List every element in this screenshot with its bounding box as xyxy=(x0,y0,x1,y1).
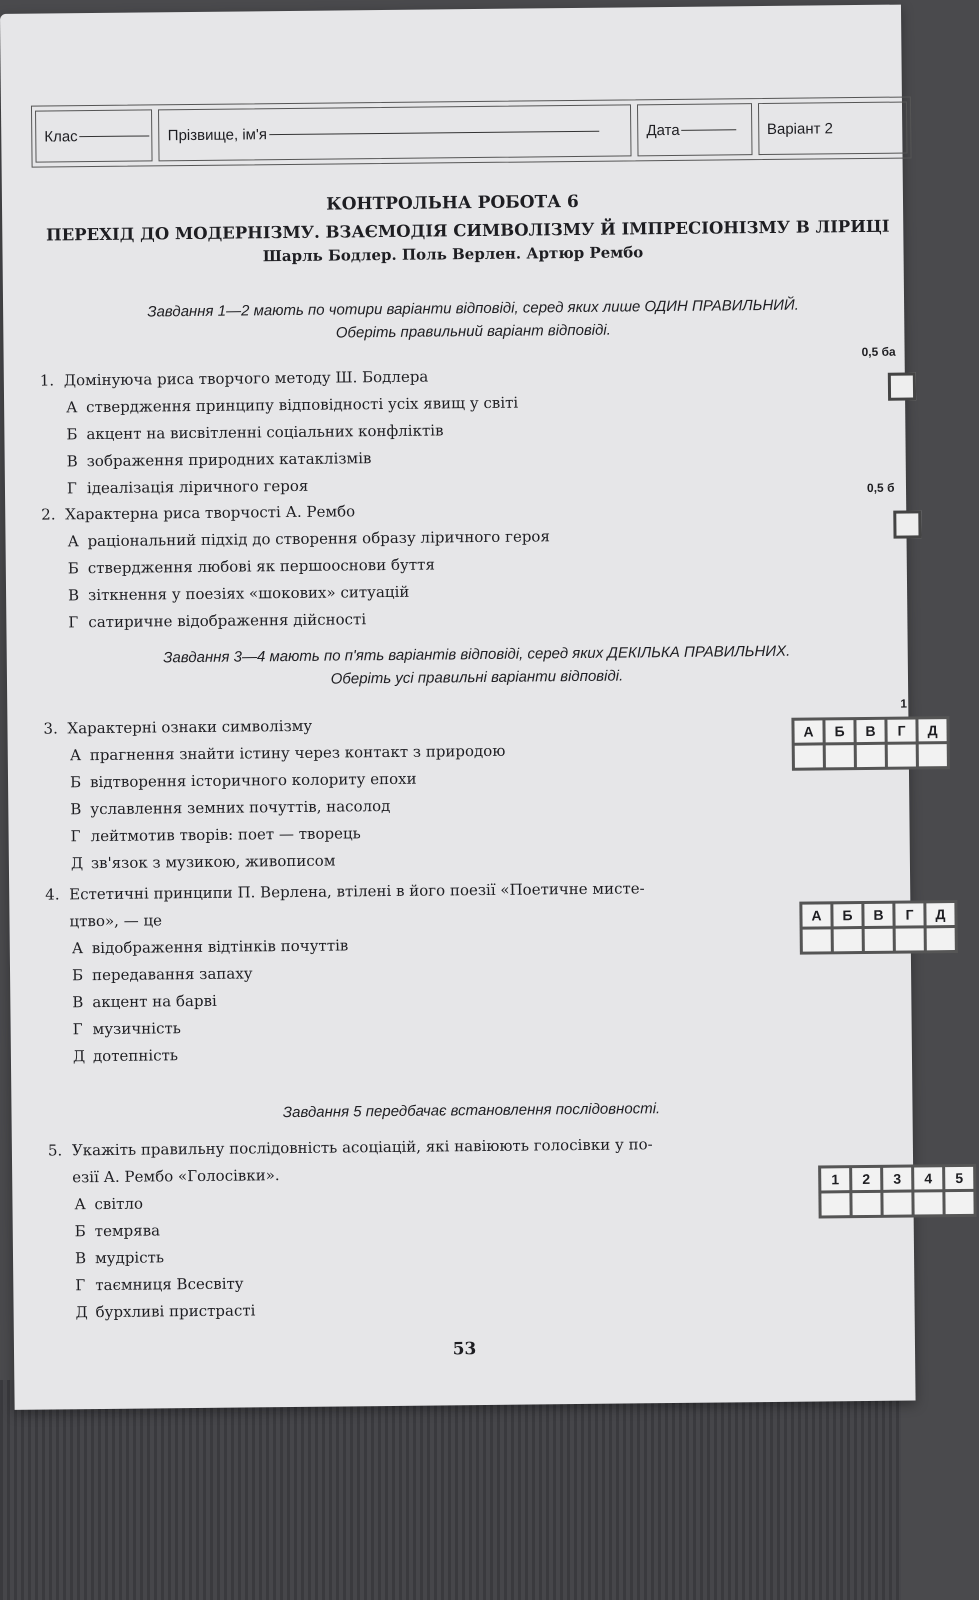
instruction-line: Оберіть усі правильні варіанти відповіді. xyxy=(330,667,624,688)
variant-label: Варіант 2 xyxy=(758,102,908,156)
authors-line: Шарль Бодлер. Поль Верлен. Артюр Рембо xyxy=(262,243,644,266)
question-number: 2. xyxy=(41,505,56,524)
page-number: 53 xyxy=(452,1339,477,1360)
question-number: 3. xyxy=(43,719,58,738)
question-text: Характерна риса творчості А. Рембо xyxy=(65,502,356,524)
grid-header-3: 3 xyxy=(883,1168,911,1190)
option-d: Г сатиричне відображення дійсності xyxy=(68,610,367,632)
question-text: Характерні ознаки символізму xyxy=(67,716,313,738)
instruction-line: Завдання 3—4 мають по п'ять варіантів відповіді, серед яких ДЕКІЛЬКА ПРАВИЛЬНИХ. xyxy=(163,642,791,667)
grid-header-d: Г xyxy=(895,903,923,925)
grid-header-4: 4 xyxy=(914,1167,942,1189)
answer-grid-q3 xyxy=(791,716,950,771)
question-text-continued: цтво», — це xyxy=(69,911,163,931)
grid-header-5: 5 xyxy=(945,1167,973,1189)
date-field[interactable] xyxy=(637,103,752,156)
question-number: 4. xyxy=(45,885,60,904)
question-3 xyxy=(43,708,785,878)
worksheet-page xyxy=(0,5,964,1410)
option-d: Г музичність xyxy=(72,1019,181,1039)
option-e: Д дотепність xyxy=(72,1046,179,1066)
answer-box-q1[interactable] xyxy=(888,372,916,400)
question-4 xyxy=(45,874,787,1071)
option-a: А раціональний підхід до створення образу ліричного героя xyxy=(67,527,550,551)
grid-cell[interactable] xyxy=(857,745,885,767)
question-number: 1. xyxy=(39,371,55,390)
option-c: В зіткнення у поезіях «шокових» ситуацій xyxy=(67,582,410,605)
option-e: Д зв'язок з музикою, живописом xyxy=(70,851,336,873)
question-text-continued: езії А. Рембо «Голосівки». xyxy=(72,1166,280,1187)
grid-cell[interactable] xyxy=(852,1193,880,1215)
option-e: Д бурхливі пристрасті xyxy=(75,1301,256,1322)
grid-header-c: В xyxy=(856,720,884,742)
class-field[interactable] xyxy=(35,109,153,162)
class-label: Клас xyxy=(44,127,78,146)
option-c: В уславлення земних почуттів, насолод xyxy=(70,796,391,819)
points-q1: 0,5 ба xyxy=(861,344,896,359)
name-label: Прізвище, ім'я xyxy=(167,125,268,144)
grid-header-2: 2 xyxy=(852,1168,880,1190)
student-info-header xyxy=(31,96,912,167)
grid-header-c: В xyxy=(864,904,892,926)
date-label: Дата xyxy=(646,121,680,139)
grid-cell[interactable] xyxy=(826,745,854,767)
grid-cell[interactable] xyxy=(927,928,955,950)
option-c: В акцент на барві xyxy=(72,991,217,1012)
instruction-line: Оберіть правильний варіант відповіді. xyxy=(335,321,611,342)
question-text: Естетичні принципи П. Верлена, втілені в його поезії «Поетичне мисте- xyxy=(69,879,645,904)
question-5 xyxy=(48,1130,790,1327)
option-a: А відображення відтінків почуттів xyxy=(71,936,349,958)
grid-header-b: Б xyxy=(833,904,861,926)
option-d: Г лейтмотив творів: поет — творець xyxy=(70,824,361,846)
option-c: В зображення природних катаклізмів xyxy=(66,449,372,471)
name-field[interactable] xyxy=(158,104,631,161)
grid-cell[interactable] xyxy=(834,929,862,951)
grid-header-b: Б xyxy=(825,720,853,742)
option-b: Б ствердження любові як першооснови буття xyxy=(67,555,435,578)
grid-header-a: А xyxy=(794,720,822,742)
points-q3: 1 xyxy=(900,696,908,711)
background-floor xyxy=(0,1380,901,1600)
answer-grid-q5 xyxy=(818,1164,977,1219)
instructions-task-5: Завдання 5 передбачає встановлення послідовності. xyxy=(282,1100,661,1122)
grid-header-e: Д xyxy=(926,903,954,925)
grid-cell[interactable] xyxy=(795,745,823,767)
option-b: Б темрява xyxy=(74,1221,161,1241)
question-2 xyxy=(41,494,782,637)
grid-cell[interactable] xyxy=(883,1193,911,1215)
points-q2: 0,5 б xyxy=(866,480,895,495)
option-a: А прагнення знайти істину через контакт з природою xyxy=(69,741,506,765)
instructions-tasks-1-2 xyxy=(43,293,903,348)
grid-cell[interactable] xyxy=(803,929,831,951)
option-d: Г таємниця Всесвіту xyxy=(75,1274,244,1295)
option-a: А світло xyxy=(74,1194,144,1214)
grid-header-e: Д xyxy=(918,719,946,741)
grid-cell[interactable] xyxy=(896,928,924,950)
question-text: Домінуюча риса творчого методу Ш. Бодлера xyxy=(63,367,429,390)
instruction-line: Завдання 1—2 мають по чотири варіанти відповіді, серед яких лише ОДИН ПРАВИЛЬНИЙ. xyxy=(147,296,799,321)
option-d: Г ідеалізація ліричного героя xyxy=(66,476,309,498)
grid-cell[interactable] xyxy=(888,744,916,766)
question-number: 5. xyxy=(47,1141,63,1160)
page-title: КОНТРОЛЬНА РОБОТА 6 xyxy=(326,191,579,215)
grid-cell[interactable] xyxy=(945,1192,973,1214)
grid-header-d: Г xyxy=(887,719,915,741)
answer-grid-q4 xyxy=(799,900,958,955)
grid-cell[interactable] xyxy=(821,1193,849,1215)
page-subtitle: ПЕРЕХІД ДО МОДЕРНІЗМУ. ВЗАЄМОДІЯ СИМВОЛІЗМУ Й ІМПРЕСІОНІЗМУ В ЛІРИЦІ xyxy=(45,216,890,245)
option-b: Б акцент на висвітленні соціальних конфліктів xyxy=(66,421,444,444)
answer-box-q2[interactable] xyxy=(893,510,921,538)
grid-header-a: А xyxy=(802,904,830,926)
grid-cell[interactable] xyxy=(865,929,893,951)
option-c: В мудрість xyxy=(74,1248,165,1268)
option-b: Б відтворення історичного колориту епохи xyxy=(69,769,417,792)
grid-cell[interactable] xyxy=(914,1192,942,1214)
instructions-tasks-3-4 xyxy=(47,639,907,694)
question-1 xyxy=(40,360,781,503)
grid-header-1: 1 xyxy=(821,1168,849,1190)
grid-cell[interactable] xyxy=(919,744,947,766)
option-b: Б передавання запаху xyxy=(71,964,253,985)
question-text: Укажіть правильну послідовність асоціацій, які навіюють голосівки у по- xyxy=(71,1135,653,1160)
option-a: А ствердження принципу відповідності усіх явищ у світі xyxy=(66,393,519,417)
